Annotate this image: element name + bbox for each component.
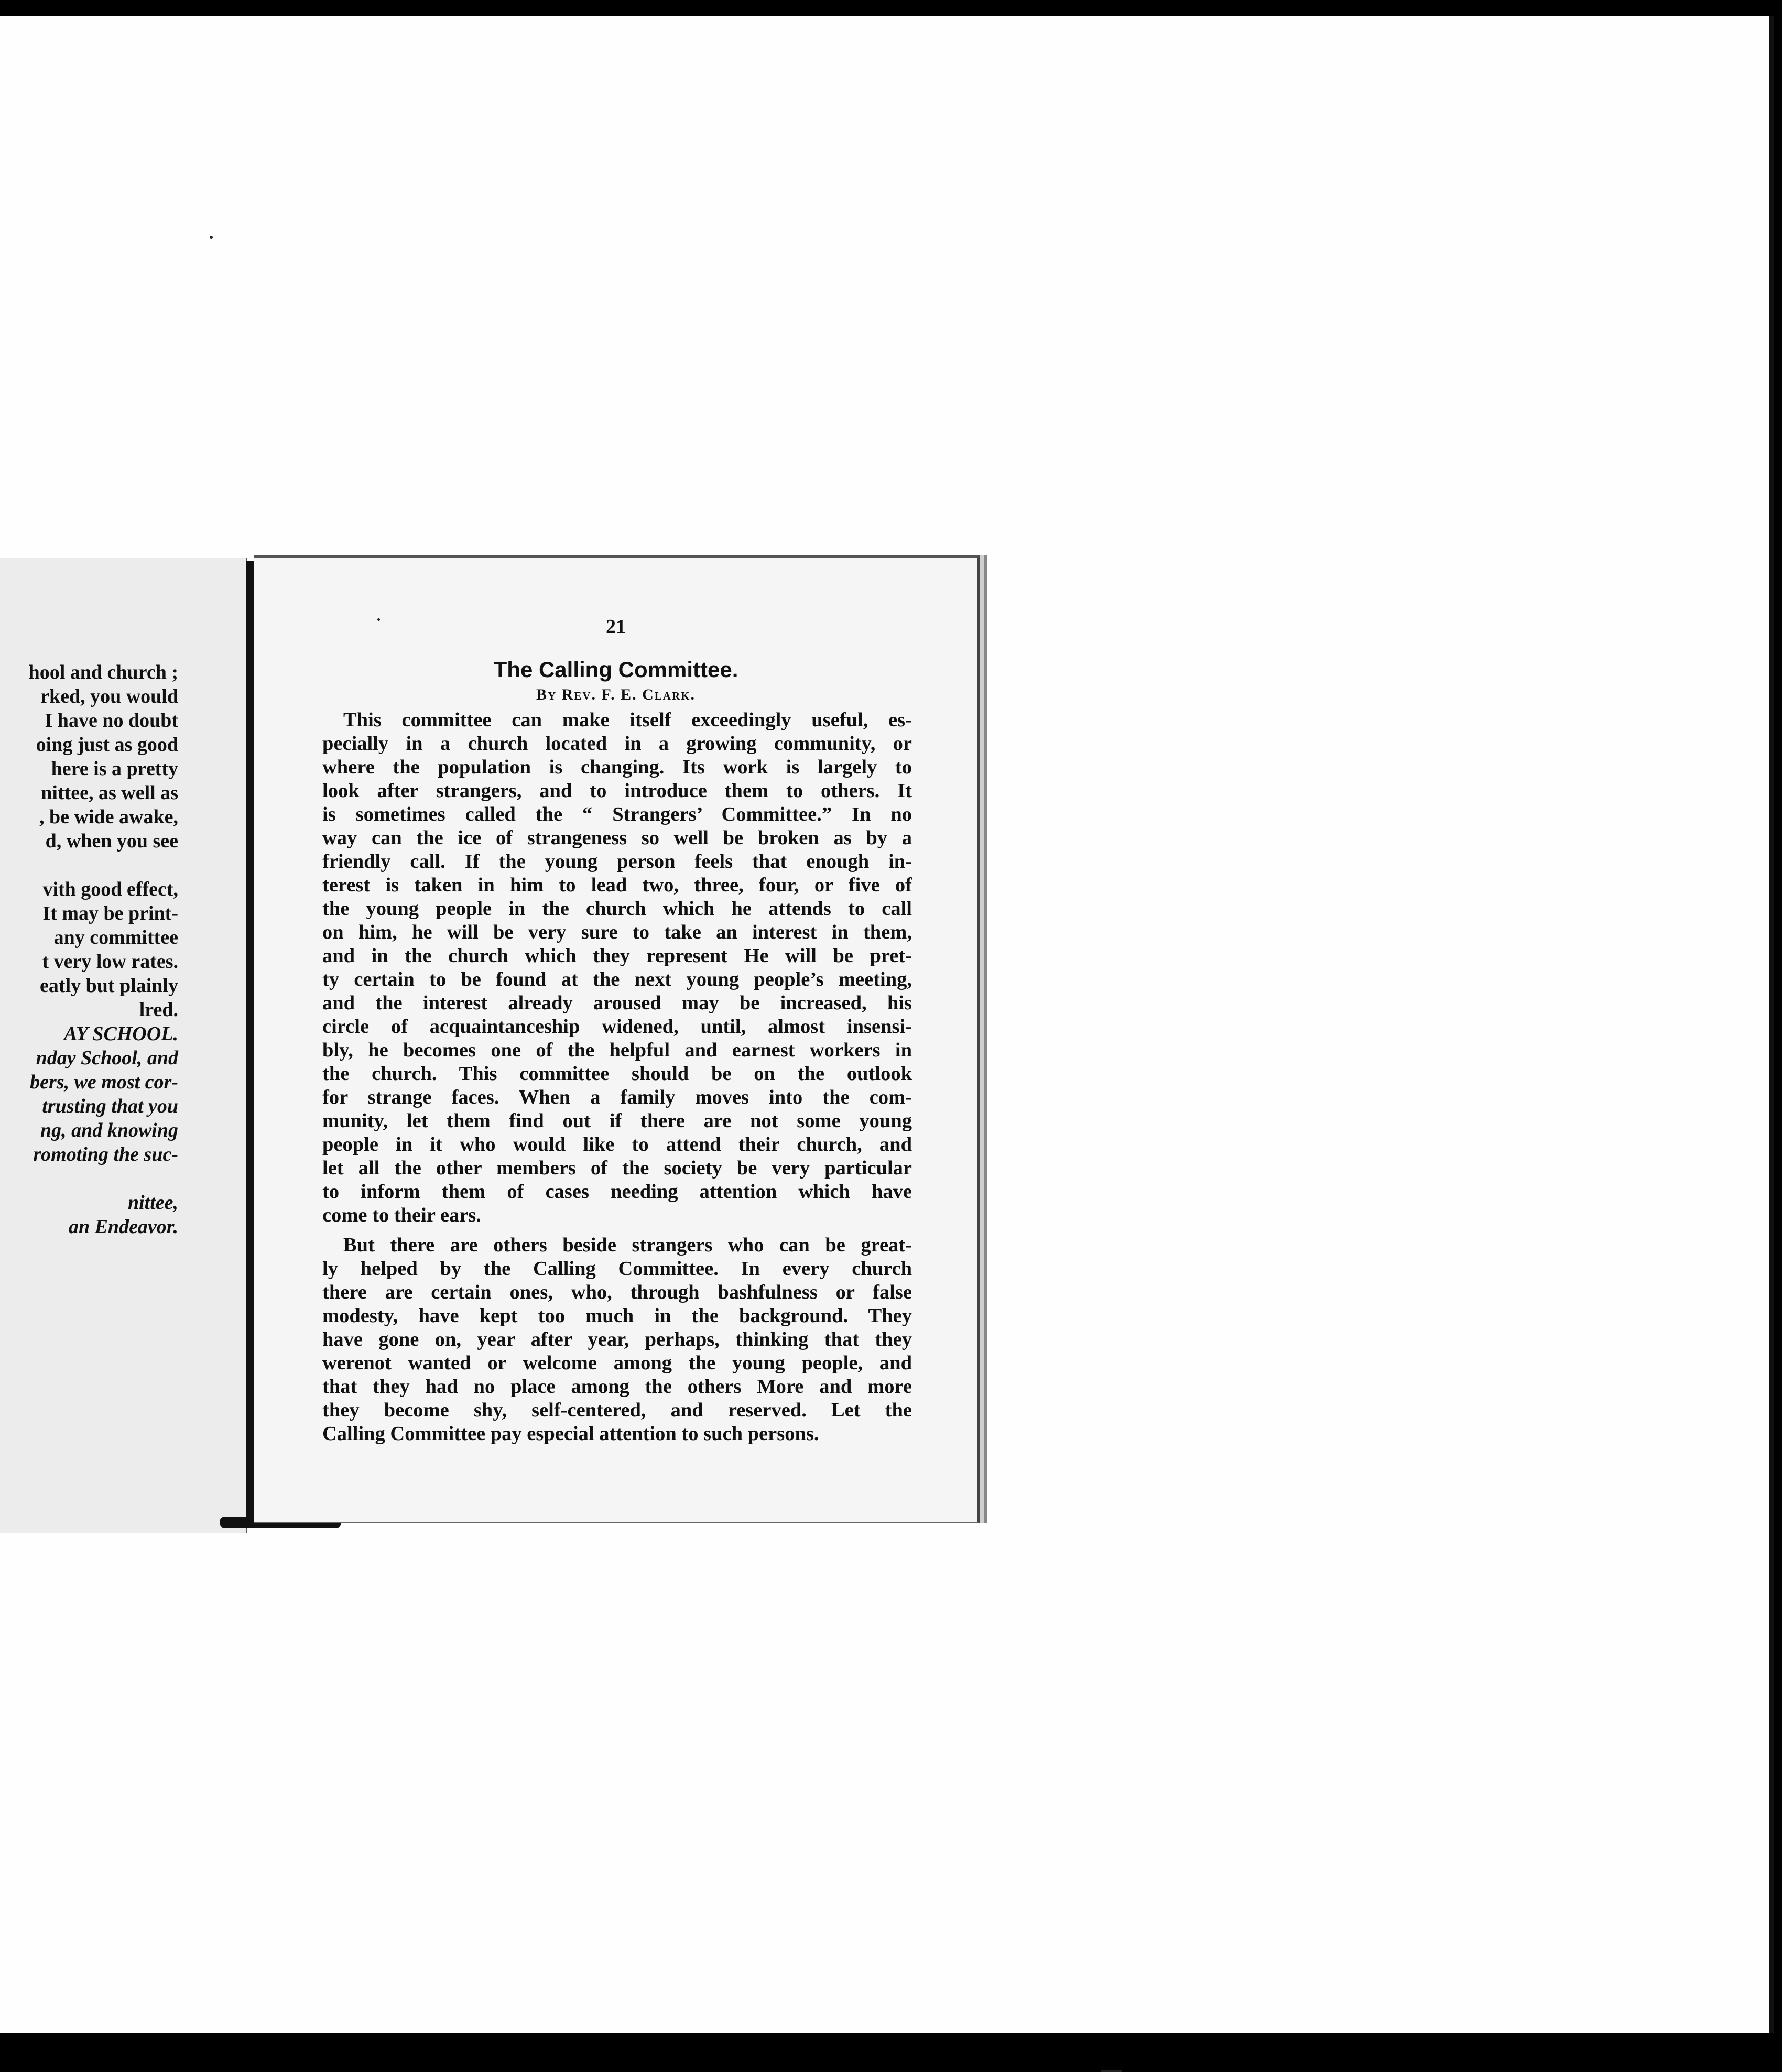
right-page [254, 555, 980, 1523]
left-page-line: nittee, [127, 1192, 178, 1214]
body-text-line: circle of acquaintanceship widened, until, almost insensi- [322, 1016, 912, 1038]
body-text-line: have gone on, year after year, perhaps, thinking that they [322, 1328, 912, 1350]
left-page-line: It may be print- [42, 902, 178, 924]
left-page-line: any committee [53, 926, 178, 948]
body-text-line: look after strangers, and to introduce them to others. It [322, 780, 912, 802]
body-text-line: for strange faces. When a family moves into the com- [322, 1086, 912, 1108]
article-body [322, 708, 912, 1446]
body-text-line: This committee can make itself exceedingly useful, es- [343, 709, 912, 731]
scan-speck [210, 236, 213, 239]
left-page [0, 558, 247, 1533]
left-page-line: oing just as good [36, 734, 178, 756]
body-text-line: bly, he becomes one of the helpful and earnest workers in [322, 1039, 912, 1061]
body-text-line: Calling Committee pay especial attention to such persons. [322, 1423, 819, 1445]
article-byline: By Rev. F. E. Clark. [536, 686, 696, 703]
left-page-line: nday School, and [36, 1047, 178, 1069]
left-page-line: nittee, as well as [41, 782, 178, 804]
left-page-line: t very low rates. [42, 951, 178, 973]
body-text-line: But there are others beside strangers who can be great- [343, 1234, 912, 1256]
body-text-line: way can the ice of strangeness so well be broken as by a [322, 827, 912, 849]
left-page-line: I have no doubt [45, 710, 178, 732]
left-page-line: an Endeavor. [68, 1216, 178, 1238]
body-text-line: people in it who would like to attend their church, and [322, 1133, 912, 1155]
body-text-line: munity, let them find out if there are not some young [322, 1110, 912, 1132]
body-text-line: come to their ears. [322, 1204, 481, 1226]
left-page-line: vith good effect, [42, 878, 178, 900]
left-page-line: bers, we most cor- [30, 1071, 178, 1093]
binding-gutter [246, 561, 254, 1520]
article-title: The Calling Committee. [493, 657, 738, 682]
paragraph-gap [322, 1227, 912, 1234]
left-page-line: lred. [139, 999, 178, 1021]
scan-speck [377, 618, 380, 621]
left-page-line: here is a pretty [51, 758, 178, 780]
left-page-line: hool and church ; [28, 661, 178, 683]
body-text-line: and in the church which they represent He will be pret- [322, 945, 912, 967]
body-text-line: where the population is changing. Its work is largely to [322, 756, 912, 778]
left-page-line: rked, you would [40, 685, 178, 707]
scanned-sheet [0, 16, 1774, 2033]
body-text-line: to inform them of cases needing attention which have [322, 1181, 912, 1203]
left-page-line: trusting that you [42, 1095, 178, 1117]
body-text-line: let all the other members of the society be very particular [322, 1157, 912, 1179]
left-page-line: d, when you see [45, 830, 178, 852]
body-text-line: and the interest already aroused may be increased, his [322, 992, 912, 1014]
left-page-line: AY SCHOOL. [63, 1023, 178, 1045]
body-text-line: is sometimes called the “ Strangers’ Committee.” In no [322, 803, 912, 825]
body-text-line: modesty, have kept too much in the background. They [322, 1305, 912, 1327]
body-text-line: the church. This committee should be on the outlook [322, 1063, 912, 1085]
left-page-line: ng, and knowing [40, 1119, 178, 1141]
body-text-line: ly helped by the Calling Committee. In every church [322, 1258, 912, 1280]
page-number: 21 [606, 616, 626, 638]
body-text-line: on him, he will be very sure to take an interest in them, [322, 921, 912, 943]
left-page-line: , be wide awake, [39, 806, 178, 828]
scan-speck [1101, 2070, 1122, 2072]
body-text-line: there are certain ones, who, through bashfulness or false [322, 1281, 912, 1303]
body-text-line: werenot wanted or welcome among the young people, and [322, 1352, 912, 1374]
body-text-line: pecially in a church located in a growing community, or [322, 733, 912, 755]
left-page-line: eatly but plainly [40, 975, 178, 997]
body-text-line: terest is taken in him to lead two, three, four, or five of [322, 874, 912, 896]
body-text-line: the young people in the church which he attends to call [322, 898, 912, 920]
left-page-line: romoting the suc- [33, 1143, 178, 1165]
body-text-line: ty certain to be found at the next young people’s meeting, [322, 968, 912, 990]
body-text-line: that they had no place among the others More and more [322, 1376, 912, 1398]
body-text-line: friendly call. If the young person feels that enough in- [322, 850, 912, 873]
body-text-line: they become shy, self-centered, and reserved. Let the [322, 1399, 912, 1421]
